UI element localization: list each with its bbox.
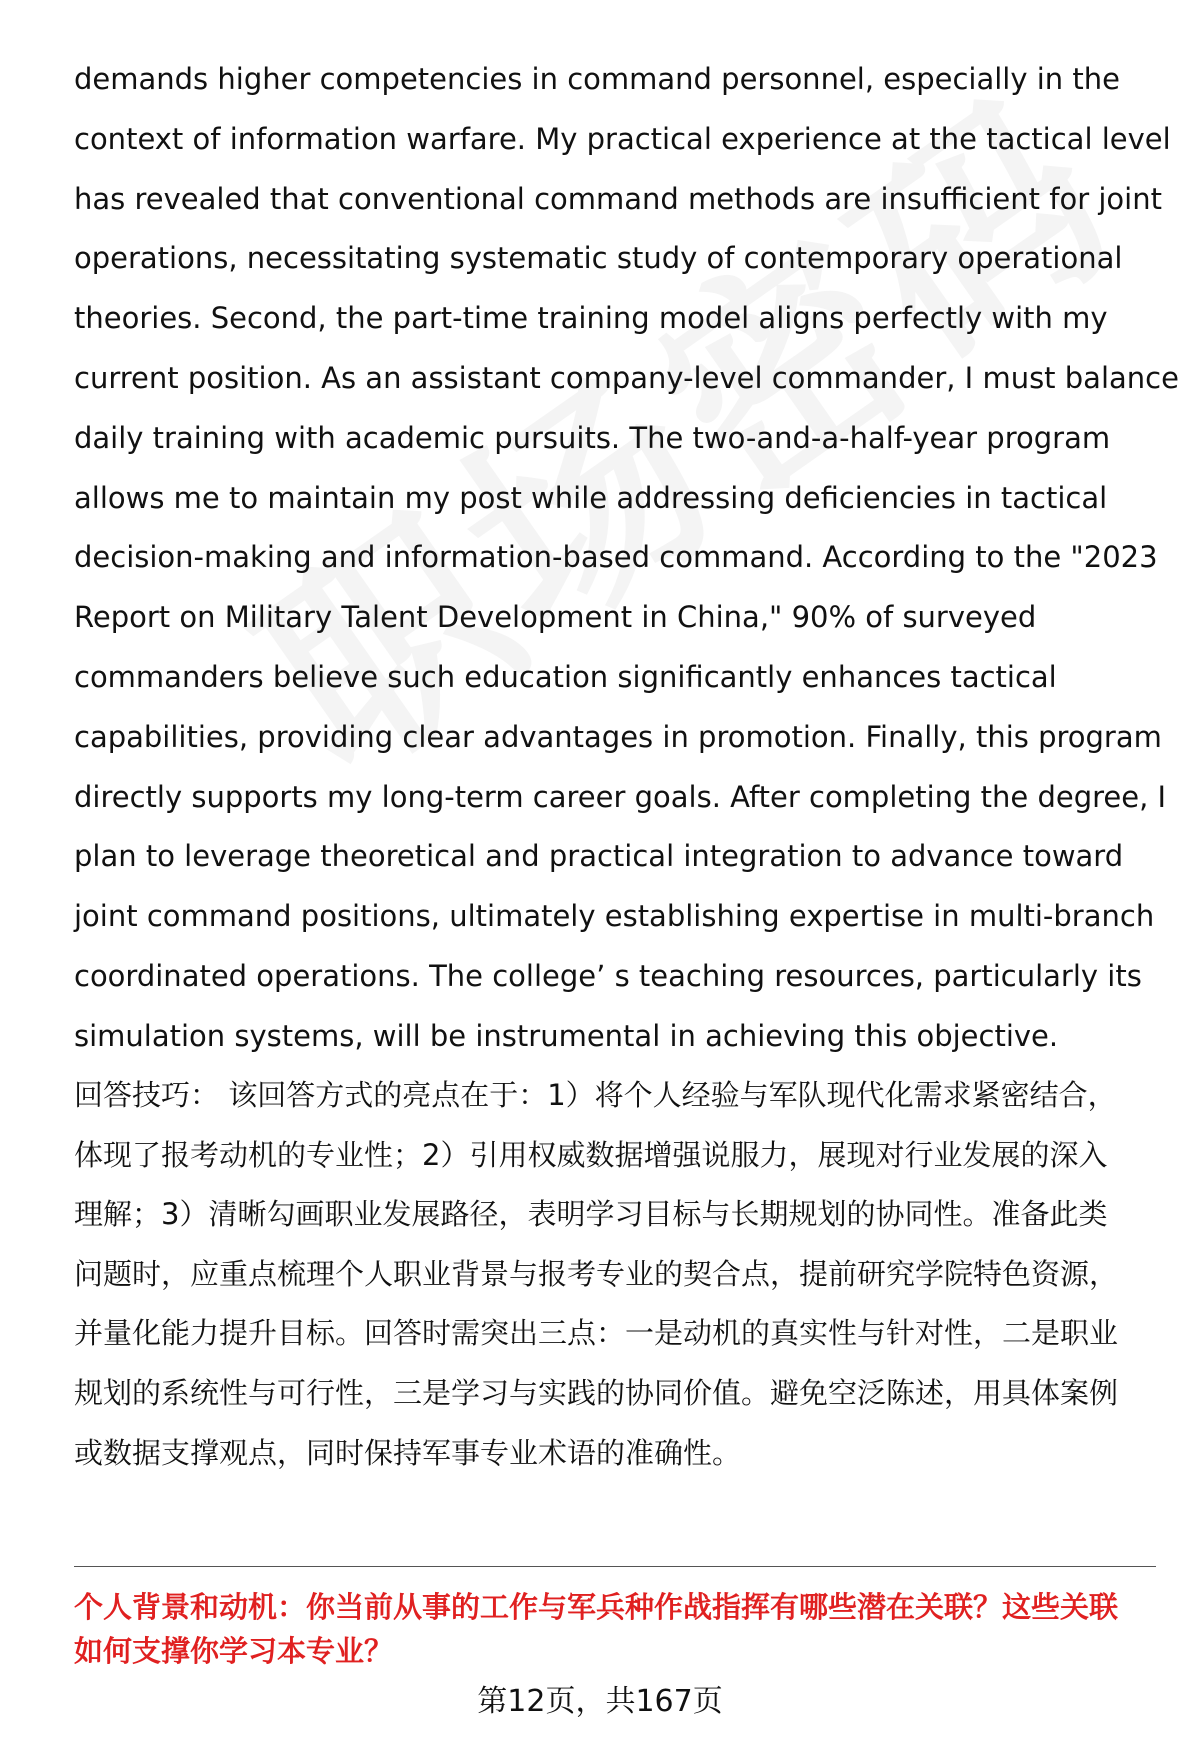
text-line: allows me to maintain my post while addressing deficiencies in tactical: [74, 480, 1108, 515]
text-line: 或数据支撑观点，同时保持军事专业术语的准确性。: [74, 1435, 742, 1470]
text-line: 规划的系统性与可行性，三是学习与实践的协同价值。避免空泛陈述，用具体案例: [74, 1375, 1119, 1410]
text-line: theories. Second, the part-time training model aligns perfectly with my: [74, 301, 1108, 336]
text-line: plan to leverage theoretical and practical integration to advance toward: [74, 839, 1124, 874]
text-line: 并量化能力提升目标。回答时需突出三点：一是动机的真实性与针对性，二是职业: [74, 1316, 1119, 1351]
question-heading: [74, 1585, 1164, 1673]
text-line: decision-making and information-based command. According to the "2023: [74, 540, 1158, 575]
text-line: current position. As an assistant company-level commander, I must balance: [74, 360, 1179, 395]
text-line: context of information warfare. My practical experience at the tactical level: [74, 121, 1171, 156]
text-line: 回答技巧： 该回答方式的亮点在于：1）将个人经验与军队现代化需求紧密结合，: [74, 1078, 1117, 1112]
text-line: daily training with academic pursuits. The two-and-a-half-year program: [74, 420, 1111, 455]
text-line: commanders believe such education significantly enhances tactical: [74, 659, 1057, 694]
text-line: Report on Military Talent Development in China," 90% of surveyed: [74, 600, 1037, 635]
text-line: directly supports my long-term career goals. After completing the degree, I: [74, 779, 1167, 814]
text-line: joint command positions, ultimately establishing expertise in multi-branch: [74, 899, 1155, 934]
text-line: coordinated operations. The college’ s teaching resources, particularly its: [74, 958, 1142, 993]
text-line: 体现了报考动机的专业性；2）引用权威数据增强说服力，展现对行业发展的深入: [74, 1137, 1108, 1172]
page-number: 第12页，共167页: [477, 1684, 723, 1719]
english-answer-paragraph: [74, 50, 1179, 1067]
text-line: 问题时，应重点梳理个人职业背景与报考专业的契合点，提前研究学院特色资源，: [74, 1256, 1119, 1291]
text-line: operations, necessitating systematic study of contemporary operational: [74, 241, 1123, 276]
text-line: demands higher competencies in command personnel, especially in the: [74, 62, 1120, 96]
question-line: 个人背景和动机：你当前从事的工作与军兵种作战指挥有哪些潜在关联？这些关联: [74, 1590, 1119, 1624]
text-line: has revealed that conventional command methods are insufficient for joint: [74, 181, 1162, 216]
answer-tips-paragraph: [74, 1066, 1164, 1483]
question-line: 如何支撑你学习本专业？: [74, 1634, 394, 1668]
section-divider: [74, 1566, 1156, 1567]
text-line: 理解；3）清晰勾画职业发展路径，表明学习目标与长期规划的协同性。准备此类: [74, 1197, 1108, 1232]
text-line: simulation systems, will be instrumental in achieving this objective.: [74, 1018, 1059, 1053]
text-line: capabilities, providing clear advantages in promotion. Finally, this program: [74, 719, 1162, 754]
